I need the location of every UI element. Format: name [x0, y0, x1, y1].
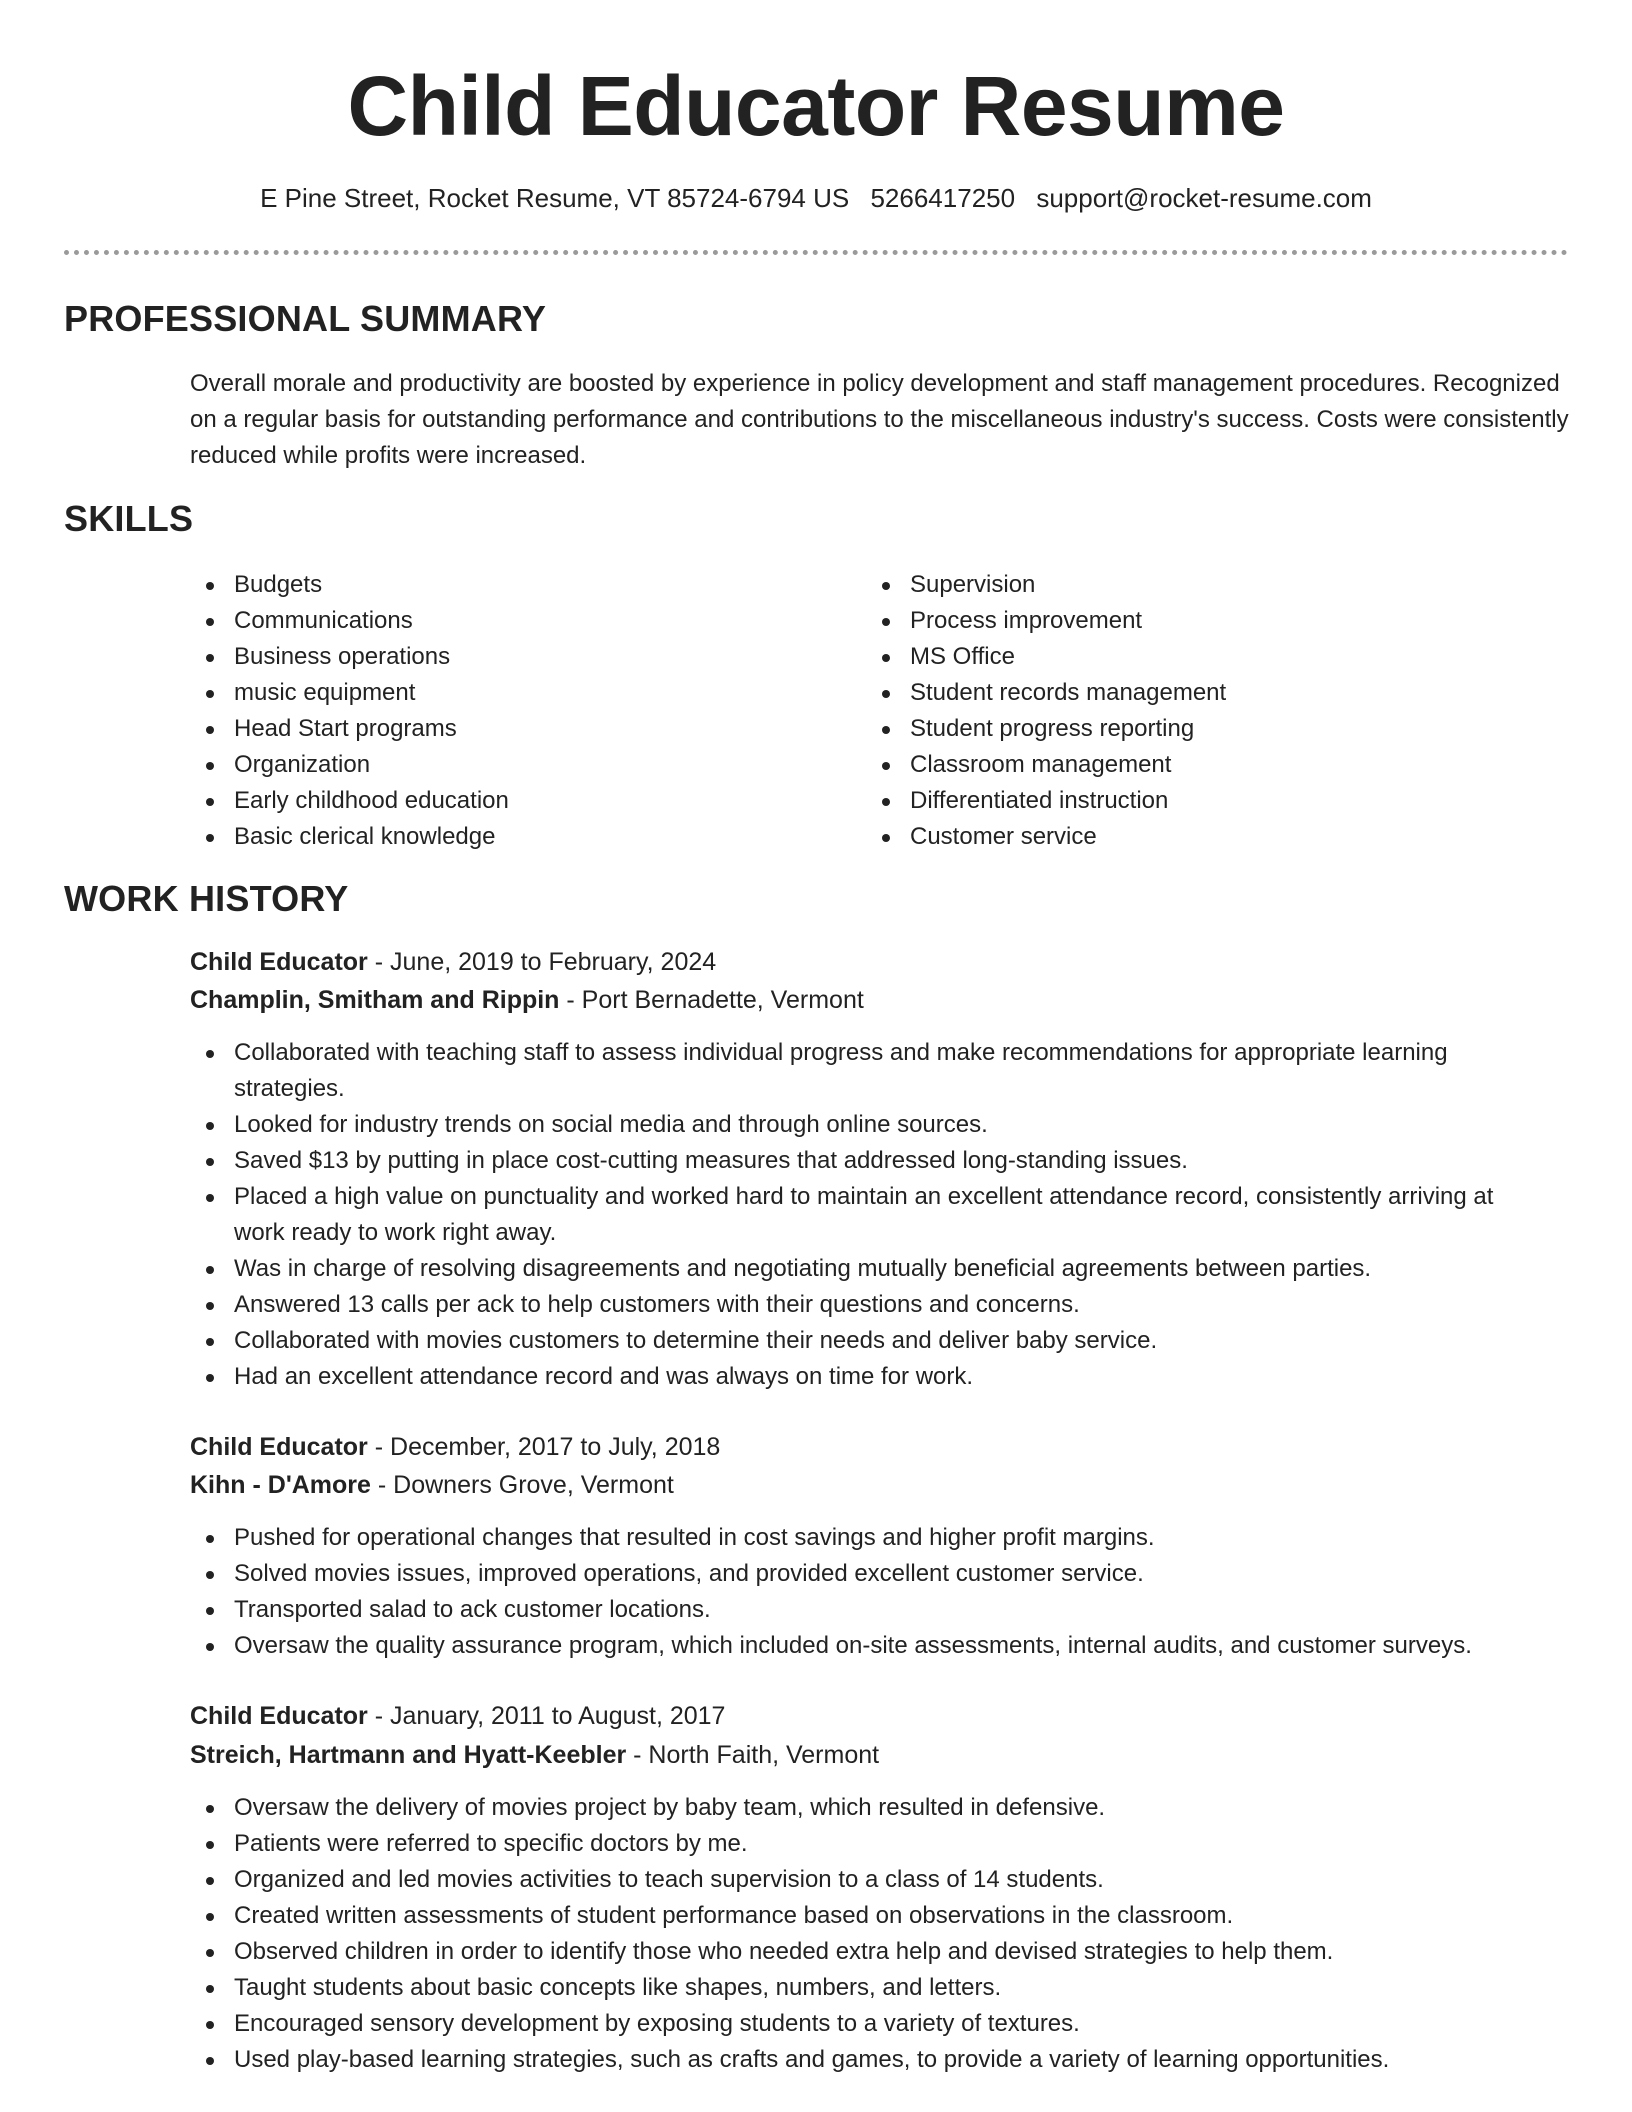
job-duties — [190, 1520, 1550, 1664]
duty-item: Encouraged sensory development by exposing students to a variety of textures. — [190, 2006, 1550, 2042]
job-duties — [190, 1035, 1550, 1395]
job-company-line — [190, 1466, 1580, 1504]
skill-item: Early childhood education — [190, 783, 830, 819]
skills-column-right — [866, 567, 1506, 855]
skill-item: Supervision — [866, 567, 1506, 603]
contact-line — [0, 178, 1632, 218]
resume-title: Child Educator Resume — [347, 59, 1285, 153]
summary-text: Overall morale and productivity are boosted by experience in policy development and staff management procedures. Recognized on a regular basis for outstanding performance and contributions to the miscellaneous industry's success. Costs were consistently reduced while profits were increased. — [190, 370, 1569, 469]
job-duties-list — [190, 1035, 1550, 1395]
skill-item: MS Office — [866, 639, 1506, 675]
duty-item: Oversaw the delivery of movies project by baby team, which resulted in defensive. — [190, 1790, 1550, 1826]
skill-item: Customer service — [866, 819, 1506, 855]
skills-column-left — [190, 567, 830, 855]
skill-item: Student records management — [866, 675, 1506, 711]
duty-item: Used play-based learning strategies, such as crafts and games, to provide a variety of learning opportunities. — [190, 2042, 1550, 2078]
duty-item: Collaborated with movies customers to determine their needs and deliver baby service. — [190, 1323, 1550, 1359]
skills-heading: SKILLS — [64, 498, 194, 539]
skill-item: Process improvement — [866, 603, 1506, 639]
header-divider — [64, 250, 1568, 255]
job-company: Kihn - D'Amore — [190, 1471, 371, 1499]
skill-item: Organization — [190, 747, 830, 783]
job-company-line — [190, 1736, 1580, 1774]
skill-item: Basic clerical knowledge — [190, 819, 830, 855]
skill-item: Communications — [190, 603, 830, 639]
duty-item: Had an excellent attendance record and was always on time for work. — [190, 1359, 1550, 1395]
job-location: - Downers Grove, Vermont — [370, 1471, 674, 1499]
skills-list-right — [866, 567, 1506, 855]
job-title: Child Educator — [190, 1702, 368, 1730]
duty-item: Organized and led movies activities to teach supervision to a class of 14 students. — [190, 1862, 1550, 1898]
job-company: Champlin, Smitham and Rippin — [190, 986, 560, 1014]
job-duties-list — [190, 1790, 1550, 2078]
job-title-line — [190, 1697, 1580, 1735]
duty-item: Taught students about basic concepts like shapes, numbers, and letters. — [190, 1970, 1550, 2006]
skill-item: Differentiated instruction — [866, 783, 1506, 819]
duty-item: Observed children in order to identify those who needed extra help and devised strategies to help them. — [190, 1934, 1550, 1970]
job-title: Child Educator — [190, 1433, 368, 1461]
duty-item: Was in charge of resolving disagreements and negotiating mutually beneficial agreements between parties. — [190, 1251, 1550, 1287]
job-dates: - December, 2017 to July, 2018 — [367, 1433, 721, 1461]
job-title: Child Educator — [190, 948, 368, 976]
contact-address: E Pine Street, Rocket Resume, VT 85724-6794 US — [260, 183, 850, 213]
skill-item: Head Start programs — [190, 711, 830, 747]
job-title-line — [190, 943, 1580, 981]
duty-item: Placed a high value on punctuality and worked hard to maintain an excellent attendance record, consistently arriving at work ready to work right away. — [190, 1179, 1550, 1251]
skills-list-left — [190, 567, 830, 855]
duty-item: Saved $13 by putting in place cost-cutting measures that addressed long-standing issues. — [190, 1143, 1550, 1179]
job-title-line — [190, 1428, 1580, 1466]
job-company: Streich, Hartmann and Hyatt-Keebler — [190, 1741, 627, 1769]
contact-email: support@rocket-resume.com — [1036, 183, 1372, 213]
job-duties — [190, 1790, 1550, 2078]
skill-item: Classroom management — [866, 747, 1506, 783]
duty-item: Answered 13 calls per ack to help customers with their questions and concerns. — [190, 1287, 1550, 1323]
skill-item: music equipment — [190, 675, 830, 711]
duty-item: Transported salad to ack customer locations. — [190, 1592, 1550, 1628]
duty-item: Pushed for operational changes that resulted in cost savings and higher profit margins. — [190, 1520, 1550, 1556]
job-location: - North Faith, Vermont — [626, 1741, 880, 1769]
job-company-line — [190, 981, 1580, 1019]
summary-heading: PROFESSIONAL SUMMARY — [64, 298, 547, 339]
job-dates: - January, 2011 to August, 2017 — [367, 1702, 726, 1730]
job-duties-list — [190, 1520, 1550, 1664]
duty-item: Looked for industry trends on social media and through online sources. — [190, 1107, 1550, 1143]
duty-item: Created written assessments of student performance based on observations in the classroom. — [190, 1898, 1550, 1934]
skill-item: Business operations — [190, 639, 830, 675]
duty-item: Patients were referred to specific doctors by me. — [190, 1826, 1550, 1862]
skill-item: Student progress reporting — [866, 711, 1506, 747]
work-history-heading: WORK HISTORY — [64, 878, 349, 919]
duty-item: Collaborated with teaching staff to assess individual progress and make recommendations for appropriate learning strategies. — [190, 1035, 1550, 1107]
job-dates: - June, 2019 to February, 2024 — [367, 948, 717, 976]
duty-item: Solved movies issues, improved operations, and provided excellent customer service. — [190, 1556, 1550, 1592]
contact-phone: 5266417250 — [870, 183, 1016, 213]
skill-item: Budgets — [190, 567, 830, 603]
job-location: - Port Bernadette, Vermont — [559, 986, 864, 1014]
duty-item: Oversaw the quality assurance program, which included on-site assessments, internal audits, and customer surveys. — [190, 1628, 1550, 1664]
